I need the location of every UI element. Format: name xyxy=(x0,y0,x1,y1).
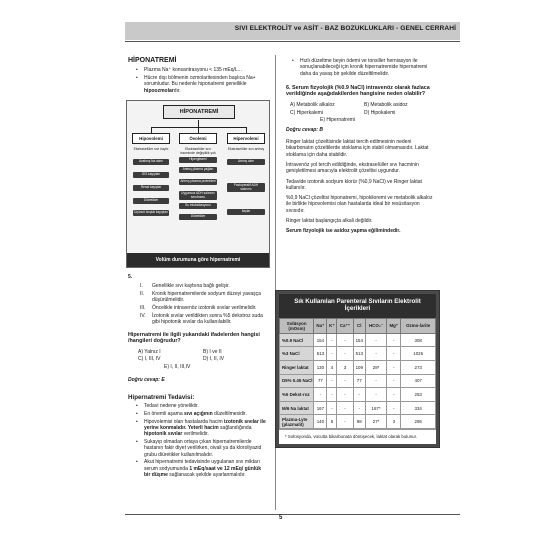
table-cell: - xyxy=(327,388,337,402)
table-cell: - xyxy=(327,374,337,388)
table-cell: 77 xyxy=(314,374,327,388)
table-cell: 3 xyxy=(337,361,353,375)
page-number: 5 xyxy=(279,515,283,521)
section-title: HİPONATREMİ xyxy=(128,57,177,64)
table-cell: 27* xyxy=(365,415,386,429)
diagram-box: Diüretikler xyxy=(179,214,217,220)
table-cell: - xyxy=(337,347,353,361)
diagram-box: Uygunsuz ADH salınımı sendromu xyxy=(179,191,217,200)
statement-item: I. Genellikle sıvı kaybına bağlı gelişir. xyxy=(140,283,230,290)
table-cell: 167* xyxy=(365,401,386,415)
hyponatremia-diagram xyxy=(126,100,270,268)
diagram-box: Renal kayıplar xyxy=(133,185,169,191)
table-cell: - xyxy=(353,388,365,402)
table-cell: - xyxy=(365,347,386,361)
table-cell: 98 xyxy=(353,415,365,429)
option-c: C) I, III, IV xyxy=(138,356,161,363)
diagram-head-ovolemi: Övolemi xyxy=(179,133,217,144)
column-header: K⁺ xyxy=(327,318,337,333)
table-row xyxy=(280,361,436,375)
paragraph: Serum fizyolojik ise asidoz yapma eğilimindedir. xyxy=(286,228,401,235)
table-cell: 407 xyxy=(401,374,436,388)
question-stem: Hipernatremi ile ilgili yukarıdaki ifadelerden hangisi /hangileri doğrudur? xyxy=(128,331,260,345)
row-header-cell: D5% 0.45 NaCl xyxy=(280,374,314,388)
column-header: Mg⁺ xyxy=(387,318,401,333)
treatment-title: Hipernatremi Tedavisi: xyxy=(128,393,195,401)
table-footnote: * Solüsyonda, vücutta bikarbonata dönüşecek, laktat olarak bulunur. xyxy=(279,429,436,444)
diagram-caption: Volüm durumuna göre hipernatremi xyxy=(127,253,269,267)
table-cell: - xyxy=(314,388,327,402)
table-cell: - xyxy=(327,347,337,361)
table-cell: - xyxy=(337,333,353,347)
diagram-box: GIS kayıpları xyxy=(133,172,169,178)
table-body xyxy=(280,333,436,428)
connector-line xyxy=(151,127,247,128)
diagram-head-hipervolemi: Hipervolemi xyxy=(227,133,265,144)
statement-item: IV. İzotonik sıvılar verildikten sonra %5 dekstroz suda gibi hipotonik sıvılar da kullanılabilir. xyxy=(140,312,263,326)
diagram-box: Diüretikler xyxy=(133,198,169,204)
top-bullets xyxy=(286,58,438,77)
diagram-root: HİPONATREMİ xyxy=(163,105,235,119)
diagram-sub: Ekstraselüler sıvı artmış xyxy=(227,146,265,151)
diagram-sub: Ekstraselüler sıvı kaybı xyxy=(133,146,169,151)
correct-answer: Doğru cevap: B xyxy=(286,126,323,133)
column-header: Cl xyxy=(353,318,365,333)
correct-answer: Doğru cevap: E xyxy=(128,377,165,384)
table-cell: - xyxy=(337,388,353,402)
bullet-item: • Hipovolemisi olan hastalarda hacim izotonik sıvılar ile yerine konmalıdır. Yeterli hacim sağlandığında hipotonik sıvılar verilmelidir. xyxy=(136,419,268,438)
table-cell: 308 xyxy=(401,333,436,347)
table-cell: - xyxy=(353,401,365,415)
table-cell: 3 xyxy=(387,415,401,429)
table-row xyxy=(280,415,436,429)
column-header: HCO₃⁻ xyxy=(365,318,386,333)
treatment-bullets xyxy=(128,403,268,478)
table-cell: - xyxy=(337,401,353,415)
table-cell: 253 xyxy=(401,388,436,402)
table-cell: 1026 xyxy=(401,347,436,361)
table-cell: 140 xyxy=(314,415,327,429)
table-cell: 513 xyxy=(353,347,365,361)
table-cell: - xyxy=(365,388,386,402)
option-e: E) Hipernatremi xyxy=(320,117,356,124)
table-cell: 154 xyxy=(314,333,327,347)
option-d: D) I, II, IV xyxy=(203,356,225,363)
right-column xyxy=(286,58,438,239)
table-row xyxy=(280,333,436,347)
table-cell: 295 xyxy=(401,415,436,429)
diagram-box: Su intoksikasyonu xyxy=(179,203,217,209)
table-cell: - xyxy=(365,374,386,388)
row-header-cell: Plazma-Lyte (plazmalit) xyxy=(280,415,314,429)
table-cell: 334 xyxy=(401,401,436,415)
table-row xyxy=(280,347,436,361)
option-d: D) Hipokalemi xyxy=(364,109,396,116)
bullet-item: • En önemli aşama sıvı açığının düzeltilmesidir. xyxy=(136,411,268,417)
bullet-item: • Hücre dışı bölmenin ozmolaritesinden başlıca Na+ sorumludur. Bu nedenle hiponatremi genellikle hipoozmolardır. xyxy=(136,75,268,94)
row-header-cell: M/6 Na laktat xyxy=(280,401,314,415)
option-b: B) I ve II xyxy=(203,348,222,355)
diagram-box: Azalmış Na alımı xyxy=(133,159,169,165)
fluids-table-box xyxy=(275,290,440,448)
table-cell: 109 xyxy=(353,361,365,375)
question-statements xyxy=(128,283,268,325)
diagram-box: Üçüncü boşluk kayıpları xyxy=(134,209,168,214)
table-cell: - xyxy=(337,415,353,429)
row-header-cell: Ringer laktat xyxy=(280,361,314,375)
option-e: E) I, II, III,IV xyxy=(164,364,191,371)
bullet-item: • Tedavi nedene yöneliktir. xyxy=(136,403,268,409)
diagram-box: İlaçlar xyxy=(227,209,265,215)
diagram-box: Artmış plazma yağları xyxy=(179,167,217,173)
table-cell: 167 xyxy=(314,401,327,415)
intro-bullets xyxy=(128,67,268,94)
statement-item: II. Kronik hipernatremilerde sodyum düzeyi yavaşça düşürülmelidir. xyxy=(140,291,261,304)
diagram-sub: Ekstraselüler sıvı hacminde değişiklik yok xyxy=(180,146,216,155)
footer-rule xyxy=(125,514,460,515)
column-header: Na⁺ xyxy=(314,318,327,333)
table-row xyxy=(280,388,436,402)
table-cell: - xyxy=(387,401,401,415)
paragraph: Ringer laktat başlangıçta alkali değildir. xyxy=(286,218,373,225)
table-cell: 77 xyxy=(353,374,365,388)
column-header: Ozmo-larite xyxy=(401,318,436,333)
table-cell: 5 xyxy=(327,415,337,429)
option-c: C) Hiperkalemi xyxy=(290,109,324,116)
table-row xyxy=(280,374,436,388)
table-cell: - xyxy=(327,401,337,415)
table-row xyxy=(280,401,436,415)
diagram-head-hipovolemi: Hipovolemi xyxy=(132,133,170,144)
paragraph: %0,9 NaCl çözeltisi hiponatremi, hipoklioremi ve metabolik alkaloz ile birlikte hipovolemisi olan hastalarda ideal bir resüsitasyon sıvısıdır. xyxy=(286,195,433,214)
bullet-item: • Plazma Na⁺ konsantrasyonu < 135 mEq/L... xyxy=(136,67,268,73)
table-cell: - xyxy=(387,361,401,375)
question-6-stem: 6. Serum fizyolojik (%0.9 NaCl) intravenöz olarak fazlaca verildiğinde aşağıdakilerden hangisine neden olabilir? xyxy=(286,84,430,98)
paragraph: Ringer laktat çözeltisinde laktat tercih edilmesinin nedeni bikarbonatın çözeltilerde stoklama için stabil olmamasıdır. Laktat stoklama için daha stabildir. xyxy=(286,139,429,158)
left-column xyxy=(128,58,268,480)
paragraph: İntravenöz yol tercih edildiğinde, ekstraselüller sıvı hacminin genişletilmesi amacıyla elektrolit çözeltisi uygundur. xyxy=(286,161,419,175)
table-header-row xyxy=(280,318,436,333)
header-title: SIVI ELEKTROLİT ve ASİT - BAZ BOZUKLUKLARI - GENEL CERRAHİ xyxy=(234,25,456,32)
option-b: B) Metabolik asidoz xyxy=(364,101,408,108)
table-cell: - xyxy=(387,374,401,388)
fluids-table xyxy=(279,318,436,429)
column-header: Solüsyon (mOsm) xyxy=(280,318,314,333)
table-cell: 28* xyxy=(365,361,386,375)
header-rule xyxy=(125,41,460,42)
bullet-item: • Hızlı düzeltme beyin ödemi ve tonsiller herniasyon ile sonuçlanabileceği için kronik hipernatremide hipernatremi daha da yavaş bir şekilde düzeltilmelidir. xyxy=(292,58,438,77)
table-cell: - xyxy=(387,347,401,361)
option-a: A) Yalnız I xyxy=(138,348,161,355)
table-cell: - xyxy=(337,374,353,388)
diagram-box: Artmış plazma proteinleri xyxy=(180,178,216,183)
diagram-box: Hiperglisemi xyxy=(179,157,217,163)
statement-item: III. Öncelikle intravenöz izotonik sıvılar verilmelidir. xyxy=(140,305,257,312)
option-a: A) Metabolik alkaloz xyxy=(290,101,335,108)
table-cell: 513 xyxy=(314,347,327,361)
diagram-box: Artmış alım xyxy=(227,159,265,165)
table-cell: - xyxy=(387,388,401,402)
question-6-options xyxy=(286,102,438,124)
bullet-item: • Akut hipernatremi tedavisinde uygulanan sıvı miktarı serum sodyumunda 1 mEq/saat ve 12 mEq/ günlük bir düşme sağlanacak şekilde ayarlanmalıdır. xyxy=(136,459,268,478)
paragraph: Tedavide izotonik sodyum klorür (%0,9 NaCl) ve Ringer laktat kullanılır. xyxy=(286,178,422,191)
connector-line xyxy=(198,120,199,127)
column-header: Ca⁺⁺ xyxy=(337,318,353,333)
table-cell: 273 xyxy=(401,361,436,375)
bullet-item: • Sukayıp olmadan ortaya çıkan hipernatremilerde hastanın fakir diyet verilirken, oivali ya da kloroliyazid grubu diüretikler kullanılmalıdır. xyxy=(136,439,268,458)
table-cell: - xyxy=(327,333,337,347)
diagram-box: Postoperatif ADH salınımı xyxy=(227,183,265,192)
row-header-cell: %0.9 NaCl xyxy=(280,333,314,347)
table-cell: 154 xyxy=(353,333,365,347)
table-cell: 4 xyxy=(327,361,337,375)
table-title: Sık Kullanılan Parenteral Sıvıların Elektrolit İçerikleri xyxy=(279,294,436,318)
table-cell: - xyxy=(387,333,401,347)
table-cell: - xyxy=(365,333,386,347)
answer-options xyxy=(128,349,268,371)
row-header-cell: %5 Dekst-roz xyxy=(280,388,314,402)
row-header-cell: %3 NaCl xyxy=(280,347,314,361)
table-cell: 130 xyxy=(314,361,327,375)
question-number: 5. xyxy=(128,273,133,280)
